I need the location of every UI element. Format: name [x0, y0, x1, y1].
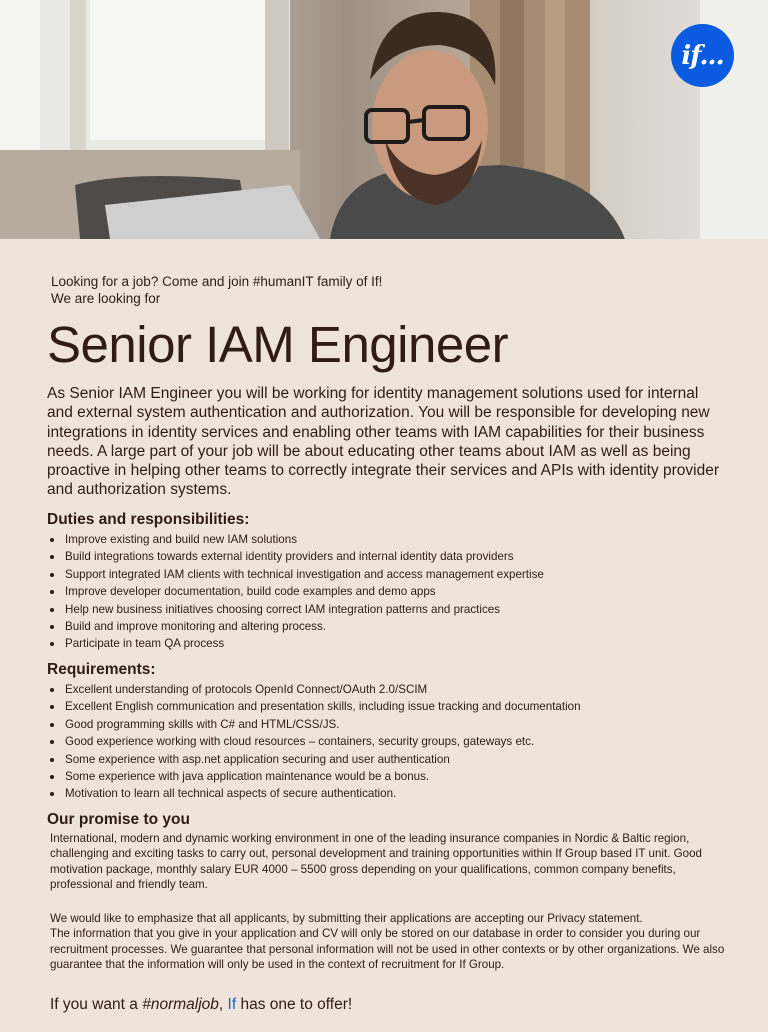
job-summary: As Senior IAM Engineer you will be working for identity management solutions used for internal and external system authentication and authorization. You will be responsible for developing new integrations in identity services and enabling other teams with IAM capabilities for their business needs. A large part of your job will be about educating other teams about IAM as well as being proactive in helping other teams to correctly integrate their services and APIs with identity provider and authorization systems.: [47, 385, 719, 499]
list-item: Improve existing and build new IAM solutions: [65, 531, 727, 548]
closing-hashtag: #normaljob: [142, 996, 219, 1013]
list-item: Build integrations towards external identity providers and internal identity data providers: [65, 548, 727, 565]
list-item: Good experience working with cloud resources – containers, security groups, gateways etc.: [65, 733, 727, 750]
hero-photo: [0, 0, 768, 239]
privacy-line-2: The information that you give in your application and CV will only be stored on our database in order to consider you during our recruitment processes. We guarantee that personal information will not be used in other contexts or by other organizations. We also guarantee that the information will only be used in the context of recruitment for If Group.: [50, 927, 725, 972]
closing-suffix: has one to offer!: [236, 996, 353, 1013]
promise-text: International, modern and dynamic working environment in one of the leading insurance companies in Nordic & Baltic region, challenging and exciting tasks to carry out, personal development and training opportunities within If Group based IT unit. Good motivation package, monthly salary EUR 4000 – 5500 gross depending on your qualifications, common company benefits, professional and friendly team.: [50, 832, 703, 892]
intro-line-1: Looking for a job? Come and join #humanIT family of If!: [51, 274, 383, 289]
closing-line: [50, 995, 352, 1015]
job-title: Senior IAM Engineer: [47, 316, 509, 373]
list-item: Help new business initiatives choosing correct IAM integration patterns and practices: [65, 601, 727, 618]
requirements-list: [47, 681, 727, 803]
if-logo: if...: [671, 24, 734, 87]
list-item: Motivation to learn all technical aspects of secure authentication.: [65, 785, 727, 802]
list-item: Improve developer documentation, build code examples and demo apps: [65, 583, 727, 600]
list-item: Participate in team QA process: [65, 635, 727, 652]
list-item: Some experience with asp.net application securing and user authentication: [65, 751, 727, 768]
closing-comma: ,: [218, 996, 228, 1013]
requirements-section: [47, 660, 727, 803]
list-item: Excellent understanding of protocols OpenId Connect/OAuth 2.0/SCIM: [65, 681, 727, 698]
promise-heading: Our promise to you: [47, 811, 190, 828]
intro-line-2: We are looking for: [51, 291, 161, 306]
list-item: Good programming skills with C# and HTML/CSS/JS.: [65, 716, 727, 733]
duties-heading: Duties and responsibilities:: [47, 511, 250, 528]
privacy-line-1: We would like to emphasize that all applicants, by submitting their applications are accepting our Privacy statement.: [50, 912, 643, 925]
privacy-notice: [50, 911, 730, 973]
list-item: Some experience with java application maintenance would be a bonus.: [65, 768, 727, 785]
list-item: Support integrated IAM clients with technical investigation and access management expertise: [65, 566, 727, 583]
closing-prefix: If you want a: [50, 996, 143, 1013]
closing-brand: If: [227, 996, 237, 1013]
intro: [51, 273, 382, 307]
duties-list: [47, 531, 727, 653]
list-item: Excellent English communication and presentation skills, including issue tracking and documentation: [65, 698, 727, 715]
duties-section: [47, 510, 727, 653]
requirements-heading: Requirements:: [47, 661, 156, 678]
promise-section: [47, 810, 727, 893]
list-item: Build and improve monitoring and altering process.: [65, 618, 727, 635]
hero-image: [0, 0, 768, 239]
